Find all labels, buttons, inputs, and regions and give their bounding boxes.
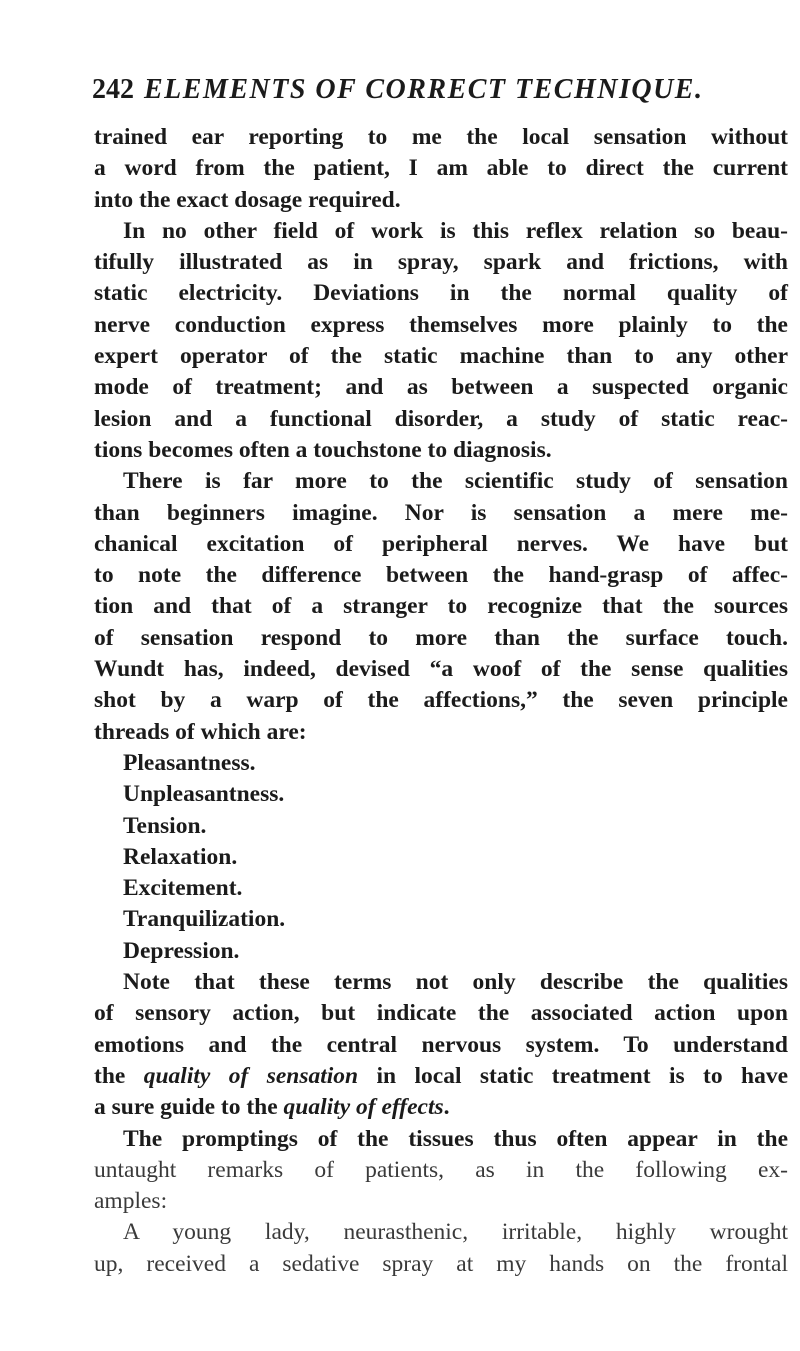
list-item: Depression. (123, 937, 240, 964)
text-line: chanical excitation of peripheral nerves. We have but (94, 530, 788, 557)
text-line: In no other field of work is this reflex relation so beau- (123, 217, 788, 244)
text-line: nerve conduction express themselves more plainly to the (94, 311, 788, 338)
text-line (94, 1061, 788, 1092)
text-line: untaught remarks of patients, as in the following ex- (94, 1156, 788, 1183)
text-line: amples: (94, 1188, 168, 1215)
text-line: mode of treatment; and as between a suspected organic (94, 374, 788, 401)
page-header (92, 73, 704, 107)
text-line: a word from the patient, I am able to direct the current (94, 155, 788, 182)
text-line: to note the difference between the hand-grasp of affec- (94, 562, 788, 589)
text-line: tions becomes often a touchstone to diagnosis. (94, 436, 552, 463)
text-line: up, received a sedative spray at my hands on the frontal (94, 1250, 788, 1277)
text-line: Wundt has, indeed, devised “a woof of the sense qualities (94, 656, 788, 683)
text-line: emotions and the central nervous system. To understand (94, 1031, 788, 1058)
text-line: threads of which are: (94, 718, 307, 745)
page-number: 242 (92, 74, 134, 105)
italic-phrase: quality of sensation (143, 1062, 359, 1089)
list-item: Excitement. (123, 875, 243, 902)
text-line: into the exact dosage required. (94, 186, 401, 213)
running-title: ELEMENTS OF CORRECT TECHNIQUE. (144, 74, 704, 105)
text-line: lesion and a functional disorder, a study of static reac- (94, 405, 788, 432)
text-run: the (94, 1062, 144, 1089)
text-line: trained ear reporting to me the local sensation without (94, 124, 788, 150)
text-line: of sensory action, but indicate the associated action upon (94, 1000, 788, 1027)
text-line: than beginners imagine. Nor is sensation a mere me- (94, 499, 788, 526)
body-text (94, 122, 788, 1280)
text-line (94, 1092, 788, 1123)
text-line: tion and that of a stranger to recognize that the sources (94, 593, 788, 620)
italic-phrase: quality of effects (283, 1094, 444, 1121)
text-line: There is far more to the scientific study of sensation (123, 468, 788, 495)
text-line: expert operator of the static machine than to any other (94, 343, 788, 370)
list-item: Relaxation. (123, 843, 238, 870)
text-line: The promptings of the tissues thus often appear in the (123, 1125, 788, 1152)
text-run: in local static treatment is to have (358, 1062, 788, 1089)
list-item: Unpleasantness. (123, 781, 285, 808)
text-run: a sure guide to the (94, 1094, 284, 1121)
list-item: Pleasantness. (123, 749, 256, 776)
text-run: . (443, 1094, 450, 1121)
list-item: Tension. (123, 812, 207, 839)
text-line: tifully illustrated as in spray, spark and frictions, with (94, 249, 788, 276)
text-line: A young lady, neurasthenic, irritable, highly wrought (123, 1219, 788, 1246)
text-line: Note that these terms not only describe the qualities (123, 969, 788, 996)
text-line: of sensation respond to more than the surface touch. (94, 624, 788, 651)
text-line: shot by a warp of the affections,” the seven principle (94, 687, 788, 714)
text-line: static electricity. Deviations in the normal quality of (94, 280, 788, 307)
list-item: Tranquilization. (123, 906, 286, 933)
